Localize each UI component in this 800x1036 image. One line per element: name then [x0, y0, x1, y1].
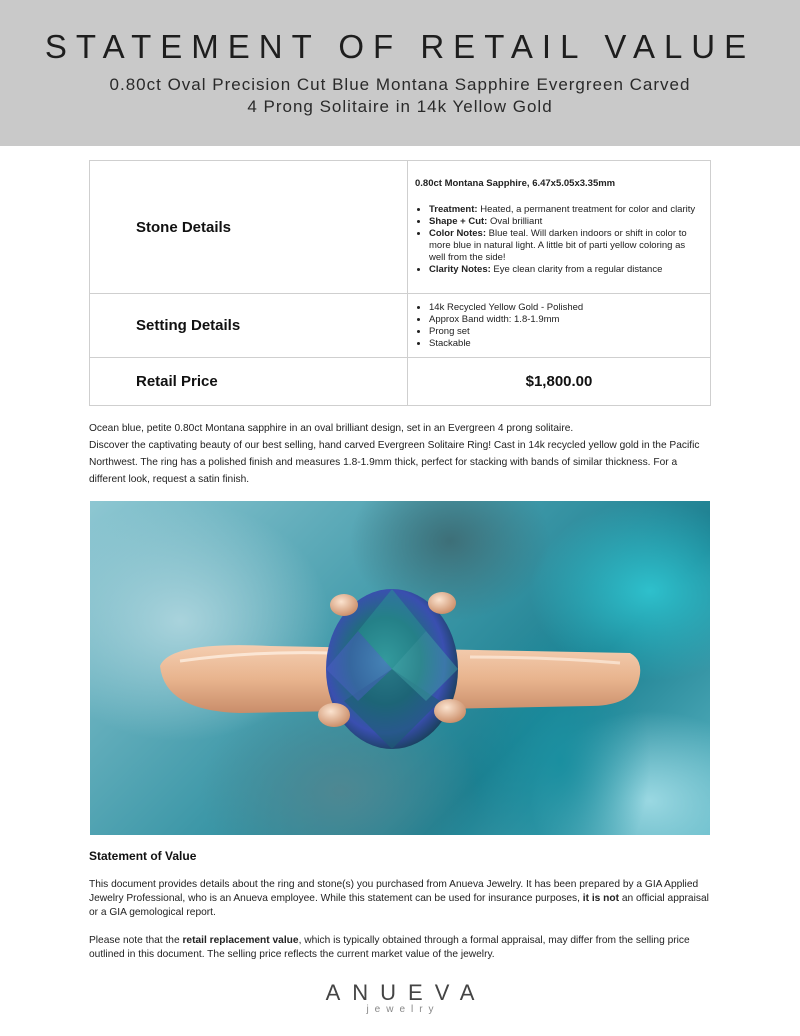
setting-item: • Prong set — [429, 326, 700, 338]
statement-title: Statement of Value — [89, 849, 197, 863]
anueva-logo — [0, 980, 800, 1015]
prong — [330, 594, 358, 616]
stone-details-list — [415, 204, 700, 276]
setting-item: • Approx Band width: 1.8-1.9mm — [429, 314, 700, 326]
stone-details-content — [408, 161, 711, 294]
statement-body — [89, 878, 711, 976]
document-subtitle — [60, 74, 740, 118]
prong — [434, 699, 466, 723]
stone-heading: 0.80ct Montana Sapphire, 6.47x5.05x3.35mm — [415, 178, 616, 189]
setting-item: • Stackable — [429, 338, 700, 350]
stone-item-treatment: • Treatment: Heated, a permanent treatment for color and clarity — [429, 204, 700, 216]
ring-photo — [90, 501, 710, 835]
logo-wordmark: ANUEVA — [325, 980, 487, 1005]
stone-item-clarity-notes: • Clarity Notes: Eye clean clarity from a regular distance — [429, 264, 700, 276]
subtitle-line-2: 4 Prong Solitaire in 14k Yellow Gold — [247, 97, 553, 116]
product-description — [89, 420, 711, 488]
ring-illustration — [90, 501, 710, 835]
subtitle-line-1: 0.80ct Oval Precision Cut Blue Montana Sapphire Evergreen Carved — [109, 75, 691, 94]
setting-details-list — [415, 302, 700, 350]
prong — [318, 703, 350, 727]
setting-details-label: Setting Details — [90, 294, 408, 358]
details-table — [89, 160, 711, 406]
setting-details-row — [90, 294, 711, 358]
retail-price-label: Retail Price — [90, 358, 408, 406]
description-line-2: Discover the captivating beauty of our best selling, hand carved Evergreen Solitaire Ring! Cast in 14k recycled yellow gold in the Pacific Northwest. The ring has a polished finish and measures 1.8-1.9mm thick, perfect for stacking with bands of similar thickness. For a different look, request a satin finish. — [89, 440, 700, 485]
retail-price-value: $1,800.00 — [408, 358, 711, 406]
statement-paragraph-2: Please note that the retail replacement value, which is typically obtained through a formal appraisal, may differ from the selling price outlined in this document. The selling price reflects the current market value of the jewelry. — [89, 935, 690, 960]
stone-item-shape-cut: • Shape + Cut: Oval brilliant — [429, 216, 700, 228]
setting-item: • 14k Recycled Yellow Gold - Polished — [429, 302, 700, 314]
header-banner — [0, 0, 800, 146]
stone-details-row — [90, 161, 711, 294]
retail-price-row — [90, 358, 711, 406]
statement-paragraph-1: This document provides details about the ring and stone(s) you purchased from Anueva Jewelry. It has been prepared by a GIA Applied Jewelry Professional, who is an Anueva employee. While this statement can be used for insurance purposes, it is not an official appraisal or a GIA gemological report. — [89, 879, 709, 918]
description-line-1: Ocean blue, petite 0.80ct Montana sapphire in an oval brilliant design, set in an Evergreen 4 prong solitaire. — [89, 423, 574, 434]
prong — [428, 592, 456, 614]
stone-details-label: Stone Details — [90, 161, 408, 294]
stone-item-color-notes: • Color Notes: Blue teal. Will darken indoors or shift in color to more blue in natural light. A little bit of parti yellow coloring as well from the side! — [429, 228, 700, 264]
setting-details-content — [408, 294, 711, 358]
document-title: STATEMENT OF RETAIL VALUE — [44, 28, 756, 65]
logo-subtitle: jewelry — [366, 1004, 440, 1015]
